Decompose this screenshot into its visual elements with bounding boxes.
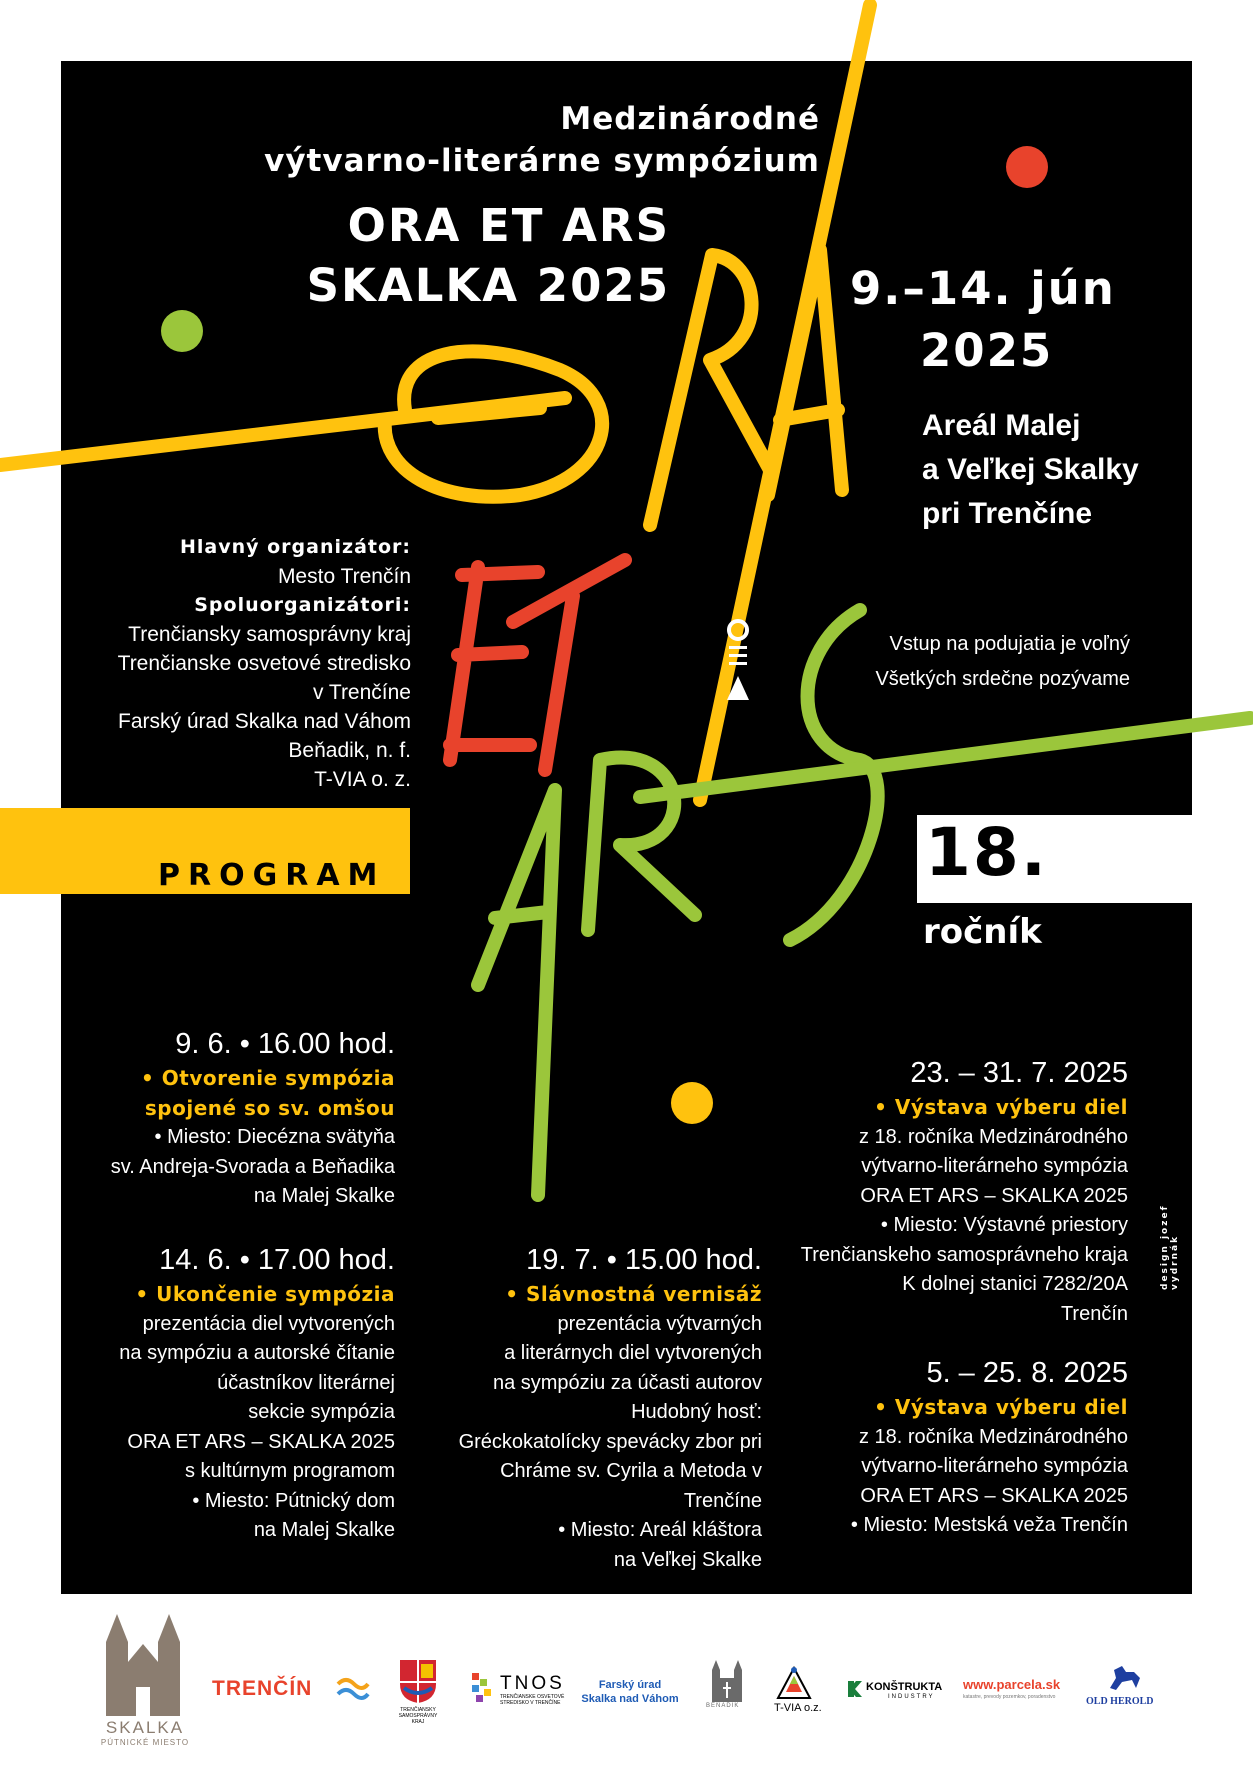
red-dot [1006, 146, 1048, 188]
co-organizer: Beňadik, n. f. [288, 739, 411, 762]
t-via-logo-icon [776, 1666, 812, 1702]
event-name: • Výstava výberu diel [874, 1395, 1128, 1419]
event-exhibition-1 [780, 1053, 1128, 1329]
event-line: s kultúrnym programom [184, 1460, 395, 1482]
venue-line-2: a Veľkej Skalky [922, 453, 1139, 486]
organizers [100, 533, 411, 794]
event-name: • Ukončenie sympózia [135, 1282, 395, 1306]
event-date: 23. – 31. 7. 2025 [910, 1057, 1128, 1089]
event-vernissage [420, 1240, 762, 1575]
event-line: sekcie sympózia [248, 1401, 395, 1423]
skalka-logo [90, 1718, 200, 1747]
green-dot [161, 310, 203, 352]
event-line: prezentácia výtvarných [557, 1312, 762, 1335]
main-organizer-heading: Hlavný organizátor: [179, 536, 411, 558]
event-exhibition-2 [780, 1353, 1128, 1541]
entry-line-1: Vstup na podujatia je voľný [889, 633, 1130, 655]
event-line: na sympóziu za účasti autorov [492, 1371, 762, 1394]
farsky-line-2: Skalka nad Váhom [581, 1693, 679, 1705]
co-organizer: v Trenčíne [312, 681, 411, 704]
venue [922, 404, 1182, 536]
symposium-heading [250, 98, 820, 182]
event-line: • Miesto: Výstavné priestory [880, 1214, 1128, 1236]
event-line: • Miesto: Areál kláštora [558, 1519, 762, 1541]
event-line: výtvarno-literárneho sympózia [861, 1455, 1128, 1477]
event-opening [100, 1024, 395, 1212]
edition-number: 18. [925, 814, 1048, 891]
konstrukta-logo: KONŠTRUKTA [866, 1681, 943, 1693]
event-date: 14. 6. • 17.00 hod. [159, 1244, 395, 1276]
benadik-logo-icon [709, 1658, 745, 1702]
event-line: • Miesto: Diecézna svätyňa [154, 1126, 395, 1148]
event-line: sv. Andreja-Svorada a Beňadika [110, 1155, 395, 1178]
trencin-logo: TRENČÍN [212, 1677, 313, 1700]
event-title [250, 196, 670, 316]
dates-line-1: 9.–14. jún [850, 262, 1116, 315]
konstrukta-mark-icon [848, 1681, 862, 1697]
event-line: výtvarno-literárneho sympózia [861, 1155, 1128, 1177]
tsk-coat-of-arms-icon [398, 1658, 438, 1704]
dates-line-2: 2025 [920, 324, 1054, 377]
event-line: K dolnej stanici 7282/20A [902, 1273, 1128, 1295]
venue-line-1: Areál Malej [922, 409, 1081, 442]
old-herold-logo: OLD HEROLD [1086, 1696, 1154, 1707]
event-line: Chráme sv. Cyrila a Metoda v Trenčíne [500, 1460, 762, 1512]
event-line: Trenčianskeho samosprávneho kraja [800, 1243, 1128, 1266]
heading-line-1: Medzinárodné [560, 101, 820, 137]
event-dates [850, 258, 1180, 382]
event-closing [100, 1240, 395, 1546]
co-organizer: Trenčianske osvetové stredisko [117, 652, 411, 675]
event-line: Hudobný hosť: [631, 1401, 762, 1423]
event-name: • Otvorenie sympózia [141, 1066, 395, 1090]
tnos-logo: TNOS [500, 1673, 565, 1694]
entry-line-2: Všetkých srdečne pozývame [875, 668, 1130, 690]
skalka-church-icon [98, 1612, 188, 1730]
co-organizer: Trenčiansky samosprávny kraj [128, 623, 411, 646]
event-line: Gréckokatolícky spevácky zbor pri [458, 1430, 762, 1453]
edition-word: ročník [923, 912, 1042, 952]
parcela-sub: katastre, prevody pozemkov, poradenstvo [963, 1694, 1056, 1700]
event-line: • Miesto: Mestská veža Trenčín [850, 1514, 1128, 1536]
title-line-2: SKALKA 2025 [306, 259, 670, 312]
event-name: • Slávnostná vernisáž [505, 1282, 762, 1306]
letter-o-bar [438, 408, 540, 418]
yellow-dot [671, 1082, 713, 1124]
event-line: Trenčín [1060, 1302, 1128, 1325]
program-label: PROGRAM [158, 858, 386, 893]
event-line: prezentácia diel vytvorených [142, 1312, 395, 1335]
farsky-line-1: Farský úrad [598, 1679, 662, 1691]
event-line: a literárnych diel vytvorených [504, 1342, 762, 1364]
parcela-logo: www.parcela.sk [963, 1677, 1061, 1692]
letter-o [385, 351, 602, 496]
event-line: na Veľkej Skalke [613, 1548, 762, 1571]
t-via-label: T-VIA o.z. [774, 1702, 822, 1714]
event-line: ORA ET ARS – SKALKA 2025 [127, 1430, 395, 1453]
event-date: 9. 6. • 16.00 hod. [175, 1028, 395, 1060]
event-line: na Malej Skalke [253, 1519, 395, 1541]
skalka-name: SKALKA [105, 1718, 185, 1737]
co-organizer: T-VIA o. z. [314, 768, 411, 791]
event-line: • Miesto: Pútnický dom [192, 1489, 395, 1512]
co-organizers-heading: Spoluorganizátori: [194, 594, 411, 616]
title-line-1: ORA ET ARS [347, 199, 670, 252]
event-line: na sympóziu a autorské čítanie [119, 1342, 395, 1364]
main-organizer: Mesto Trenčín [277, 565, 411, 588]
letter-a-green [478, 790, 555, 1195]
co-organizer: Farský úrad Skalka nad Váhom [118, 710, 411, 733]
letter-e [450, 567, 538, 760]
event-line: na Malej Skalke [253, 1185, 395, 1207]
event-line: ORA ET ARS – SKALKA 2025 [860, 1484, 1128, 1507]
entry-info [830, 627, 1130, 697]
event-line: účastníkov literárnej [217, 1371, 395, 1394]
design-credit: design jozef vydrnák [1160, 1204, 1180, 1290]
green-line-long [640, 718, 1250, 797]
tsk-label: TRENČIANSKY SAMOSPRÁVNY KRAJ [398, 1707, 438, 1725]
event-line: ORA ET ARS – SKALKA 2025 [860, 1184, 1128, 1207]
event-line: z 18. ročníka Medzinárodného [858, 1125, 1128, 1148]
event-name: • Výstava výberu diel [874, 1095, 1128, 1119]
skalka-sub: PÚTNICKÉ MIESTO [100, 1738, 190, 1747]
old-herold-horse-icon [1106, 1664, 1144, 1694]
farsky-urad-logo [580, 1678, 680, 1706]
venue-line-3: pri Trenčíne [922, 497, 1093, 530]
event-date: 5. – 25. 8. 2025 [926, 1357, 1128, 1389]
benadik-label: BEŇADIK [706, 1703, 740, 1709]
trencin-wave-icon [336, 1676, 370, 1702]
letter-r-green [588, 758, 695, 930]
tnos-sub: TRENČIANSKE OSVETOVÉ STREDISKO V TRENČÍNE [500, 1694, 565, 1706]
heading-line-2: výtvarno-literárne sympózium [264, 143, 820, 179]
event-name: spojené so sv. omšou [144, 1095, 395, 1120]
tnos-mark-icon [472, 1673, 494, 1703]
konstrukta-sub: INDUSTRY [888, 1694, 935, 1700]
event-line: z 18. ročníka Medzinárodného [858, 1425, 1128, 1448]
event-date: 19. 7. • 15.00 hod. [526, 1244, 762, 1276]
